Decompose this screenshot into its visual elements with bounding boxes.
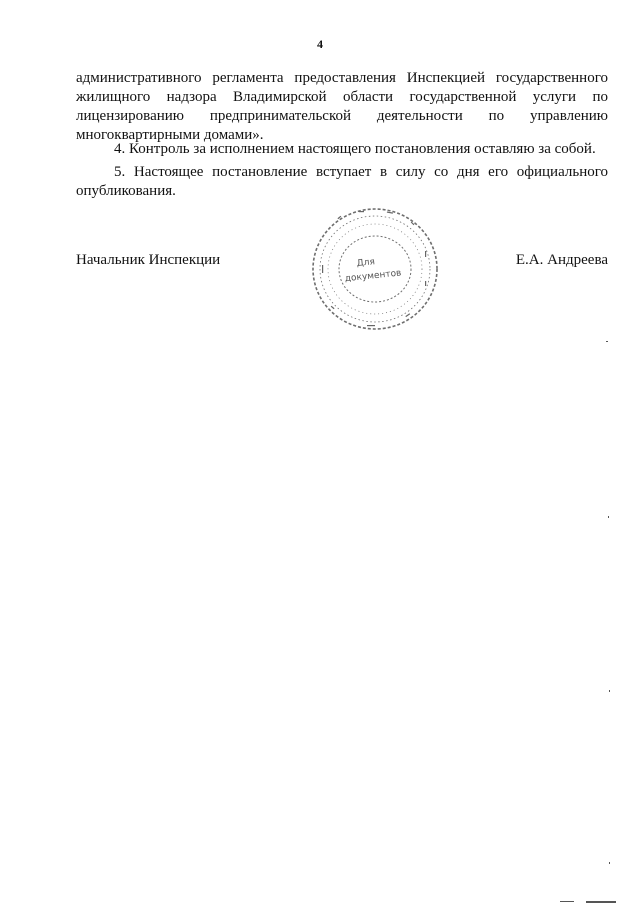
official-stamp-icon [307, 203, 443, 335]
scan-artifact [586, 901, 616, 903]
paragraph-regulation-continuation: административного регламента предоставления Инспекцией государственного жилищного надзора Владимирской области государственной услуги по лицензированию предпринимательской деятельности по управлению многоквартирными домами». [76, 70, 608, 143]
scan-artifact [609, 862, 610, 864]
page-number: 4 [317, 37, 323, 51]
signature-title: Начальник Инспекции [76, 252, 221, 268]
stamp-text-line2: документов [344, 268, 402, 285]
paragraph-control-clause: 4. Контроль за исполнением настоящего постановления оставляю за собой. [114, 141, 596, 157]
paragraph-effective-date-clause: 5. Настоящее постановление вступает в силу со дня его официального опубликования. [76, 164, 608, 199]
signature-name: Е.А. Андреева [515, 252, 608, 268]
official-stamp [307, 203, 443, 335]
scan-artifact [606, 341, 608, 342]
scan-artifact [609, 690, 610, 692]
stamp-text-line1: Для [356, 257, 376, 270]
scan-artifact [560, 901, 574, 902]
scan-artifact [608, 516, 609, 518]
